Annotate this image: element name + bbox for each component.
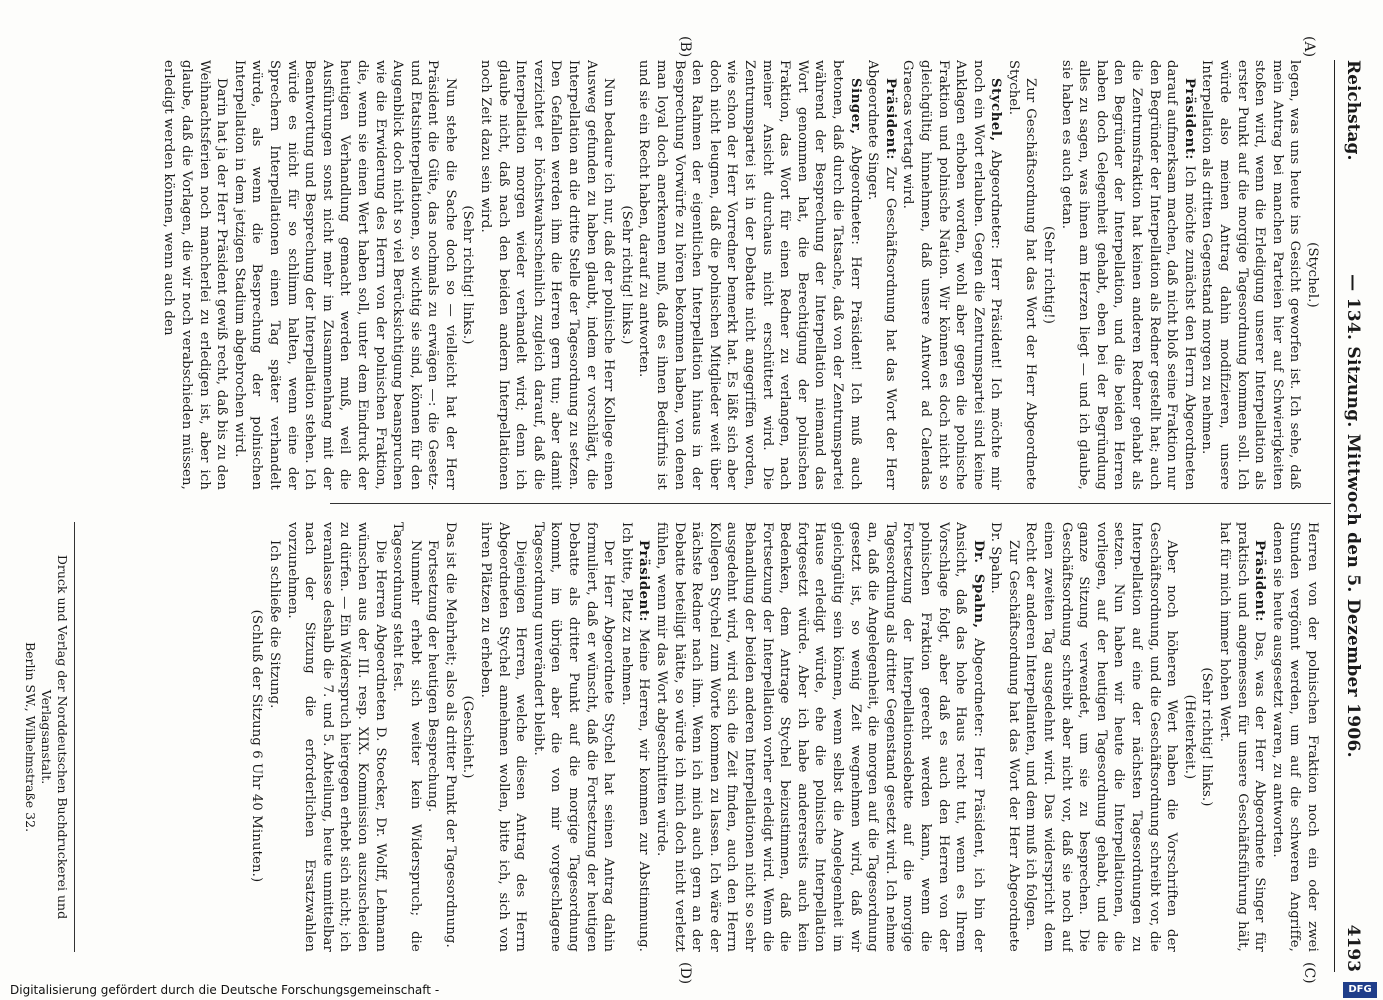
header-session: — 134. Sitzung. Mittwoch den 5. Dezember 1906.	[1343, 274, 1363, 758]
speaker-name: Präsident:	[882, 78, 898, 161]
paragraph-text: Zur Geschäftsordnung hat das Wort der Herr Abgeordnete Dr. Spahn.	[988, 522, 1021, 952]
paragraph-text: Abgeordneter: Herr Präsident! Ich möchte mir noch ein Wort erlauben. Gegen die Zentrumspartei sind keine Anklagen erhoben worden, wohl aber gegen die polnische Fraktion und polnische Nation. Wir können es doch nicht so gleichgültig hinnehmen, daß unsere Antwort ad Calendas Graecas vertagt wird.	[900, 60, 1004, 490]
paragraph-text: Ich schließe die Sitzung.	[266, 540, 282, 709]
column-divider	[330, 503, 1331, 504]
paragraph	[424, 522, 442, 952]
margin-letter-b: (B)	[677, 36, 693, 58]
paragraph-text: Herren von der polnischen Fraktion noch ein oder zwei Stunden vergönnt werden, um auf die schweren Angriffe, denen sie heute ausgesetzt waren, zu antworten.	[1269, 522, 1320, 952]
imprint	[22, 522, 75, 952]
paragraph-text: Der Herr Abgeordnete Stychel hat seinen Antrag dahin formuliert, daß er wünscht, daß die Fortsetzung der heutigen Debatte als dritter Punkt auf die morgige Tagesordnung kommt, im übrigen aber die von mir vorgeschlagene Tagesordnung unverändert bleibt.	[530, 522, 617, 952]
paragraph	[899, 60, 1005, 490]
page-number: 4193	[1343, 924, 1363, 972]
paragraph	[160, 60, 230, 490]
paragraph	[635, 60, 864, 490]
paragraph-text: (Heiterkeit.)	[1181, 694, 1197, 780]
paragraph-text: legen, was uns heute ins Gesicht geworfen ist. Ich sehe, daß mein Antrag bei manchen Parteien hier auf Schwierigkeiten stoßen wird, wenn die Erledigung unserer Interpellation als erster Punkt auf die morgige Tagesordnung kommen soll. Ich würde also meinen Antrag dahin modifizieren, unsere Interpellation als dritten Gegenstand morgen zu nehmen.	[1199, 60, 1303, 490]
paragraph-text: Fortsetzung der heutigen Besprechung.	[425, 540, 441, 813]
paragraph	[477, 60, 618, 490]
speaker-name: Präsident:	[1252, 540, 1268, 623]
paragraph	[459, 60, 477, 490]
paragraph	[864, 60, 899, 490]
digitization-credit	[0, 980, 1383, 1000]
paragraph	[617, 60, 635, 490]
page-header	[1334, 60, 1369, 972]
paragraph	[1040, 60, 1058, 490]
paragraph	[1268, 522, 1321, 952]
paragraph-text: Nun bedaure ich nur, daß der polnische Herr Kollege einen Ausweg gefunden zu haben glaubt, indem er vorschlägt, die Interpellation an die dritte Stelle der Tagesordnung zu setzen. Den Gefallen werden ihm die Herren gern tun; aber damit verzichtet er höchstwahrscheinlich zugleich darauf, daß die Interpellation morgen wieder verhandelt wird; denn ich glaube nicht, daß nach den beiden andern Interpellationen noch Zeit dazu sein wird.	[478, 60, 617, 490]
paragraph	[1215, 522, 1268, 952]
header-title: Reichstag.	[1343, 60, 1363, 161]
paragraph	[1022, 522, 1180, 952]
paragraph-text: Aber noch höheren Wert haben die Vorschriften der Geschäftsordnung, und die Geschäftsordnung schreibt vor, die Interpellation auf eine der nächsten Tagesordnungen zu setzen. Nun haben wir heute die Interpellationen, die vorliegen, auf der heutigen Tagesordnung gehabt, und die ganze Sitzung verwendet, um sie zu besprechen. Die Geschäftsordnung schreibt aber nicht vor, daß sie noch auf einen zweiten Tag ausgedehnt wird. Das widerspricht dem Recht der anderen Interpellanten, und dem muß ich folgen.	[1023, 522, 1180, 952]
paragraph-text: Ich möchte zunächst den Herrn Abgeordneten darauf aufmerksam machen, daß nicht bloß seine Fraktion nur den Begründer der Interpellation als Redner gestellt hat; auch die Zentrumsfraktion hat keinen anderen Redner gehabt als den Begründer der Interpellation, und die beiden Herren haben doch Gelegenheit gehabt, eben bei der Begründung alles zu sagen, was ihnen am Herzen liegt — und ich glaube, sie haben es auch getan.	[1058, 60, 1197, 490]
paragraph-text: Diejenigen Herren, welche diesen Antrag des Herrn Abgeordneten Stychel annehmen wollen, bitte ich, sich von ihren Plätzen zu erheben.	[478, 522, 529, 952]
speaker-name: Dr. Spahn,	[970, 540, 986, 629]
paragraph	[230, 60, 459, 490]
paragraph	[459, 522, 477, 952]
imprint-line-1: Druck und Verlag der Norddeutschen Buchdruckerei und Verlagsanstalt.	[39, 554, 70, 920]
paragraph-text: Darin hat ja der Herr Präsident gewiß recht, daß bis zu den Weihnachtsferien noch mancherlei zu erledigen ist, aber ich glaube, daß die Vorlagen, die wir noch verabschieden müssen, erledigt werden können, wenn auch den	[161, 60, 230, 490]
paragraph-text: Zur Geschäftsordnung hat das Wort der Herr Abgeordnete Stychel.	[1005, 60, 1039, 490]
paragraph-text: (Sehr richtig! links.)	[1199, 667, 1215, 807]
paragraph-text: Zur Geschäftsordnung hat das Wort der Herr Abgeordnete Singer.	[865, 60, 898, 490]
paragraph	[1180, 522, 1198, 952]
paragraph	[389, 522, 424, 952]
paragraph-text: Nunmehr erhebt sich weiter kein Widerspruch; die Tagesordnung steht fest.	[390, 522, 423, 952]
left-column	[58, 60, 1321, 490]
right-column	[90, 522, 1321, 952]
paragraph-text: Das ist die Mehrheit; also als dritter Punkt der Tagesordnung.	[442, 522, 458, 948]
paragraph	[441, 522, 459, 952]
paragraph	[1004, 60, 1039, 490]
paragraph	[1198, 60, 1304, 490]
paragraph	[1198, 522, 1216, 952]
session-end-note: (Schluß der Sitzung 6 Uhr 40 Minuten.)	[249, 609, 265, 883]
speaker-name: Präsident:	[636, 540, 652, 623]
speaker-name: Präsident:	[1181, 78, 1197, 161]
paragraph	[265, 522, 283, 952]
credit-text: Digitalisierung gefördert durch die Deutsche Forschungsgemeinschaft -	[10, 983, 440, 997]
paragraph	[283, 522, 389, 952]
paragraph	[477, 522, 530, 952]
paragraph-text: Das, was der Herr Abgeordnete Singer für praktisch und angemessen für unsere Geschäftsführung hält, hat für mich immer hohen Wert.	[1217, 522, 1268, 952]
paragraph-text: (Geschieht.)	[460, 695, 476, 779]
margin-letter-d: (D)	[677, 962, 693, 985]
paragraph	[652, 522, 986, 952]
imprint-line-2: Berlin SW., Wilhelmstraße 32.	[23, 641, 38, 833]
paragraph-text: (Stychel.)	[1305, 242, 1320, 308]
speaker-name: Stychel,	[988, 78, 1004, 142]
paragraph-text: (Sehr richtig! links.)	[460, 205, 476, 345]
paragraph-text: Die Herren Abgeordneten D. Stoecker, Dr. Wolff, Lehmann wünschen aus der III. resp. XIX. Kommission auszuscheiden zu dürfen. — Ein Widerspruch hiergegen erhebt sich nicht; ich veranlasse deshalb die 7. und 5. Abteilung, heute unmittelbar nach der Sitzung die erforderlichen Ersatzwahlen vorzunehmen.	[284, 522, 388, 952]
paragraph-text: Abgeordneter: Herr Präsident! Ich muß auch betonen, daß durch die Tatsache, daß von der Zentrumspartei während der Besprechung der Interpellation niemand das Wort genommen hat, die Berechtigung der polnischen Fraktion, das Wort für einen Redner zu verlangen, nach meiner Ansicht durchaus nicht erschüttert wird. Die Zentrumspartei ist in der Debatte nicht angegriffen worden, wie schon der Herr Vorredner bemerkt hat. Es läßt sich aber doch nicht leugnen, daß die polnischen Mitglieder weit über den Rahmen der eigentlichen Interpellation hinaus in der Besprechung Vorwürfe zu hören bekommen haben, von denen man loyal doch anerkennen muß, daß es ihnen Bedürfnis ist und sie ein Recht haben, darauf zu antworten.	[636, 60, 863, 490]
paragraph-text: (Sehr richtig! links.)	[618, 205, 634, 345]
paragraph-text: Abgeordneter: Herr Präsident, ich bin der Ansicht, daß das hohe Haus recht tut, wenn es Ihrem Vorschlage folgt, aber daß es auch den Herren von der polnischen Fraktion gerecht werden kann, wenn die Fortsetzung der Interpellationsdebatte auf die morgige Tagesordnung als dritter Gegenstand gesetzt wird. Ich nehme an, daß die Angelegenheit, die morgen auf die Tagesordnung gesetzt ist, so wenig Zeit wegnehmen wird, daß wir gleichgültig sein können, wenn selbst die Angelegenheit im Hause erledigt würde, ehe die polnische Interpellation fortgesetzt würde. Aber ich habe andererseits auch kein Bedenken, dem Antrage Stychel beizustimmen, daß die Fortsetzung der Interpellation vorher erledigt wird. Wenn die Behandlung der beiden anderen Interpellationen nicht so sehr ausgedehnt wird, wird sich die Zeit finden, auch den Herrn Kollegen Stychel zum Worte kommen zu lassen. Ich wäre der nächste Redner nach ihm. Wenn ich mich auch gern an der Debatte beteiligt hätte, so würde ich mich doch nicht verletzt fühlen, wenn mir das Wort abgeschnitten würde.	[654, 522, 986, 952]
dfg-logo: DFG	[1343, 982, 1377, 998]
paragraph	[987, 522, 1022, 952]
paragraph	[617, 522, 652, 952]
paragraph-text: Nun stehe die Sache doch so — vielleicht hat der Herr Präsident die Güte, das nochmals zu erwägen —: die Gesetz- und Etatsinterpellationen, so wichtig sie sind, können für den Augenblick doch nicht so viel Berücksichtigung beanspruchen wie die Erwiderung des Herrn von der polnischen Fraktion, die, wenn sie einen Wert haben soll, unter dem Eindruck der heutigen Verhandlung gemacht werden muß, weil die Ausführungen sonst nicht mehr im Zusammenhang mit der Beantwortung und Besprechung der Interpellation stehen. Ich würde es nicht für so schlimm halten, wenn eine der Sprechern Interpellationen einen Tag später verhandelt würde, als wenn die Besprechung der polnischen Interpellation in dem jetzigen Stadium abgebrochen wird.	[231, 60, 458, 490]
margin-letter-c: (C)	[1301, 962, 1317, 984]
paragraph	[1303, 60, 1321, 490]
paragraph-text: Meine Herren, wir kommen zur Abstimmung. Ich bitte, Platz zu nehmen.	[618, 522, 652, 952]
paragraph-text: (Sehr richtig!)	[1041, 225, 1057, 325]
speaker-name: Singer,	[847, 78, 863, 135]
margin-letter-a: (A)	[1301, 36, 1317, 58]
paragraph	[529, 522, 617, 952]
paragraph	[1057, 60, 1198, 490]
